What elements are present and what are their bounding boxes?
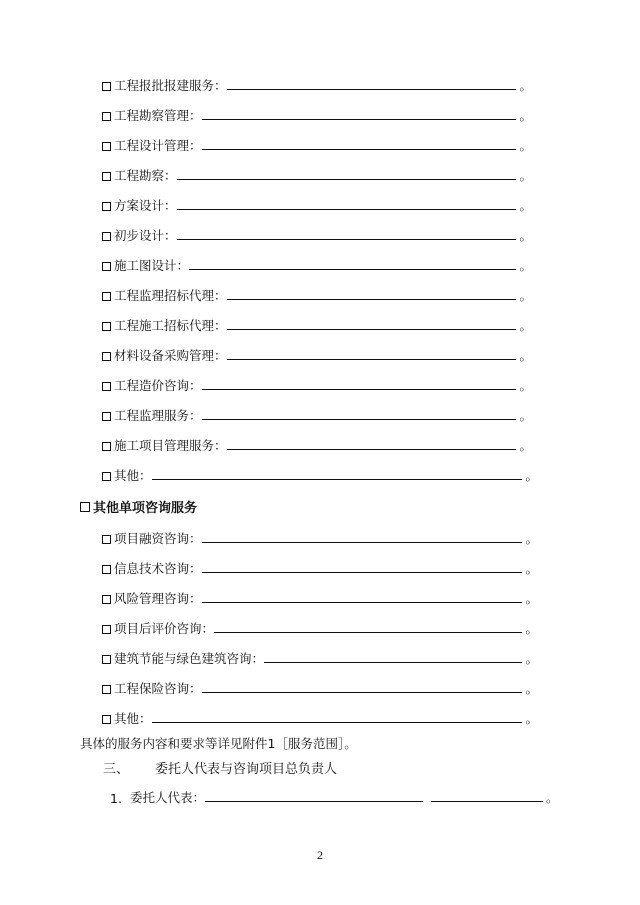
service-item <box>102 344 532 364</box>
period: 。 <box>525 531 538 546</box>
checkbox[interactable] <box>102 172 111 181</box>
section-3-heading <box>103 758 337 777</box>
period: 。 <box>519 408 532 423</box>
service-item <box>102 374 532 394</box>
section-heading-other-consulting <box>80 497 197 516</box>
service-item-label: 项目后评价咨询： <box>114 621 215 636</box>
service-item <box>102 707 538 727</box>
blank-field[interactable] <box>264 661 522 663</box>
checkbox[interactable] <box>102 655 111 664</box>
period: 。 <box>525 591 538 606</box>
checkbox[interactable] <box>102 442 111 451</box>
service-item-label: 工程监理招标代理： <box>114 288 227 303</box>
period: 。 <box>525 651 538 666</box>
period: 。 <box>545 790 559 805</box>
service-item-label: 工程设计管理： <box>114 138 202 153</box>
service-item-label: 工程监理服务： <box>114 408 202 423</box>
blank-field[interactable] <box>214 631 522 633</box>
checkbox[interactable] <box>102 535 111 544</box>
checkbox[interactable] <box>102 262 111 271</box>
checkbox[interactable] <box>102 412 111 421</box>
blank-field[interactable] <box>431 800 543 802</box>
blank-field[interactable] <box>177 238 517 240</box>
service-item <box>102 404 532 424</box>
period: 。 <box>519 228 532 243</box>
checkbox[interactable] <box>102 292 111 301</box>
period: 。 <box>519 258 532 273</box>
period: 。 <box>519 108 532 123</box>
blank-field[interactable] <box>202 691 523 693</box>
service-item-label: 方案设计： <box>114 198 177 213</box>
service-item <box>102 314 532 334</box>
checkbox[interactable] <box>102 565 111 574</box>
service-item <box>102 464 538 484</box>
service-item-label: 其他： <box>114 711 152 726</box>
service-item <box>102 647 538 667</box>
item-label: 委托人代表： <box>129 790 205 805</box>
section-title: 委托人代表与咨询项目总负责人 <box>155 762 338 777</box>
checkbox[interactable] <box>102 322 111 331</box>
period: 。 <box>519 348 532 363</box>
period: 。 <box>519 168 532 183</box>
service-item-label: 施工图设计： <box>114 258 190 273</box>
service-item <box>102 434 532 454</box>
service-item-label: 工程施工招标代理： <box>114 318 227 333</box>
service-item <box>102 677 538 697</box>
period: 。 <box>519 438 532 453</box>
checkbox[interactable] <box>102 82 111 91</box>
checkbox[interactable] <box>102 382 111 391</box>
blank-field[interactable] <box>152 478 523 480</box>
blank-field[interactable] <box>227 358 517 360</box>
period: 。 <box>525 681 538 696</box>
blank-field[interactable] <box>227 328 517 330</box>
service-item <box>102 134 532 154</box>
service-item <box>102 74 532 94</box>
period: 。 <box>525 561 538 576</box>
checkbox[interactable] <box>102 472 111 481</box>
blank-field[interactable] <box>227 298 517 300</box>
section-heading-label: 其他单项咨询服务 <box>93 501 198 516</box>
service-item-label: 施工项目管理服务： <box>114 438 227 453</box>
service-item <box>102 527 538 547</box>
service-item <box>102 587 538 607</box>
service-item <box>102 194 532 214</box>
blank-field[interactable] <box>202 601 523 603</box>
scope-note: 具体的服务内容和要求等详见附件1［服务范围］。 <box>80 736 357 751</box>
blank-field[interactable] <box>202 388 517 390</box>
period: 。 <box>519 78 532 93</box>
service-item <box>102 164 532 184</box>
client-representative-line <box>110 786 558 806</box>
checkbox[interactable] <box>102 625 111 634</box>
period: 。 <box>519 318 532 333</box>
blank-field[interactable] <box>177 178 517 180</box>
checkbox[interactable] <box>102 112 111 121</box>
checkbox[interactable] <box>102 352 111 361</box>
blank-field[interactable] <box>202 148 517 150</box>
period: 。 <box>525 468 538 483</box>
period: 。 <box>519 198 532 213</box>
service-item <box>102 224 532 244</box>
blank-field[interactable] <box>227 448 517 450</box>
blank-field[interactable] <box>202 418 517 420</box>
blank-field[interactable] <box>177 208 517 210</box>
blank-field[interactable] <box>227 88 517 90</box>
page-number: 2 <box>317 848 323 862</box>
service-item-label: 工程保险咨询： <box>114 681 202 696</box>
service-item <box>102 617 538 637</box>
service-item <box>102 557 538 577</box>
period: 。 <box>519 288 532 303</box>
item-number: 1. <box>110 791 122 806</box>
checkbox[interactable] <box>80 502 90 512</box>
service-item-label: 工程报批报建服务： <box>114 78 227 93</box>
service-item-label: 建筑节能与绿色建筑咨询： <box>114 651 265 666</box>
service-item-label: 材料设备采购管理： <box>114 348 227 363</box>
service-item-label: 工程勘察： <box>114 168 177 183</box>
blank-field[interactable] <box>205 800 423 802</box>
service-item <box>102 284 532 304</box>
service-item <box>102 104 532 124</box>
blank-field[interactable] <box>189 268 516 270</box>
service-item-label: 信息技术咨询： <box>114 561 202 576</box>
service-item-label: 初步设计： <box>114 228 177 243</box>
blank-field[interactable] <box>202 118 517 120</box>
blank-field[interactable] <box>202 571 523 573</box>
blank-field[interactable] <box>202 541 523 543</box>
section-number: 三、 <box>103 762 130 777</box>
period: 。 <box>519 138 532 153</box>
service-item-label: 其他： <box>114 468 152 483</box>
period: 。 <box>525 621 538 636</box>
checkbox[interactable] <box>102 595 111 604</box>
period: 。 <box>519 378 532 393</box>
checkbox[interactable] <box>102 232 111 241</box>
checkbox[interactable] <box>102 142 111 151</box>
service-item-label: 风险管理咨询： <box>114 591 202 606</box>
checkbox[interactable] <box>102 715 111 724</box>
checkbox[interactable] <box>102 202 111 211</box>
checkbox[interactable] <box>102 685 111 694</box>
service-item-label: 工程勘察管理： <box>114 108 202 123</box>
period: 。 <box>525 711 538 726</box>
service-item-label: 工程造价咨询： <box>114 378 202 393</box>
service-item-label: 项目融资咨询： <box>114 531 202 546</box>
blank-field[interactable] <box>152 721 523 723</box>
service-item <box>102 254 532 274</box>
